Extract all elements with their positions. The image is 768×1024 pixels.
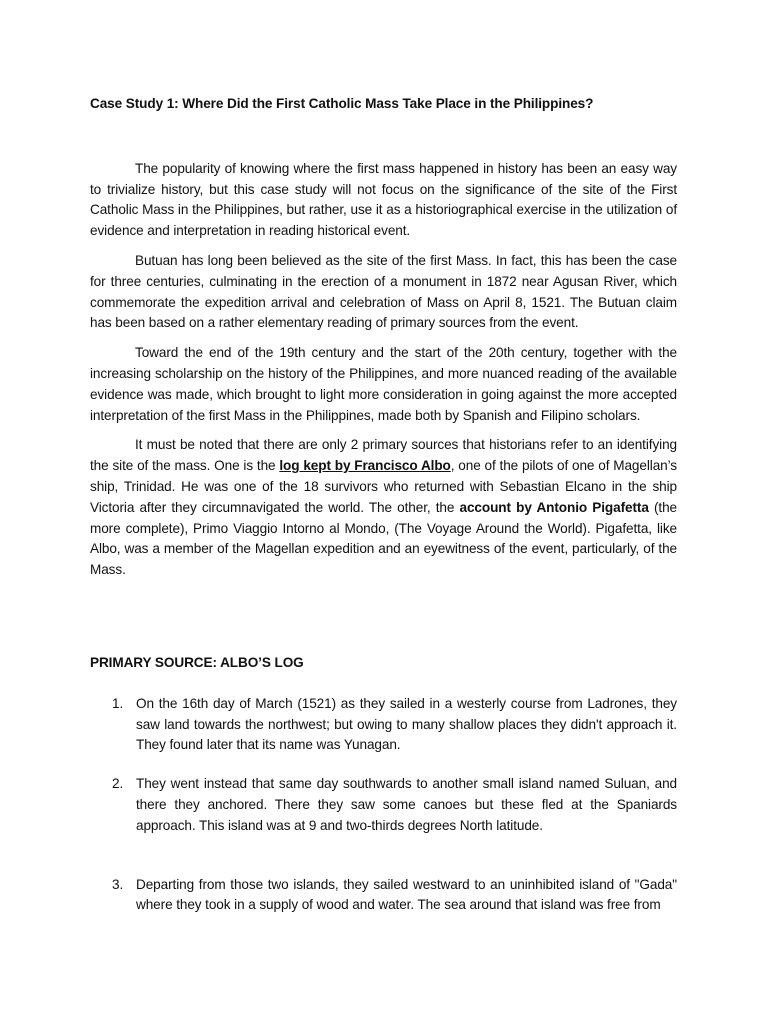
paragraph-text-part: , one of the pilots of one of Magellan’s ship, Trinidad. He was one of the 18 survivors who returned with Sebastian Elcano in the ship Victoria after they circumnavigated the world. The other, the [90,458,677,515]
list-item-text: Departing from those two islands, they sailed westward to an uninhibited island of "Gada" where they took in a supply of wood and water. The sea around that island was free from [136,876,677,913]
paragraph-primary-sources [90,435,677,581]
list-item-text: On the 16th day of March (1521) as they sailed in a westerly course from Ladrones, they saw land towards the northwest; but owing to many shallow places they didn't approach it. They found later that its name was Yunagan. [136,695,677,753]
list-item-number: 1. [112,695,124,711]
list-item [90,875,677,917]
paragraph-text-part: (the more complete), Primo Viaggio Intorno al Mondo, (The Voyage Around the World). Pigafetta, like Albo, was a member of the Magellan expedition and an eyewitness of the event, particularly, of the Mass. [90,499,677,578]
list-item-number: 2. [112,776,124,792]
list-item [90,774,677,836]
list-item-text: They went instead that same day southwards to another small island named Suluan, and there they anchored. There they saw some canoes but these fled at the Spaniards approach. This island was at 9 and two-thirds degrees North latitude. [136,776,677,833]
pigafetta-account-bold: account by Antonio Pigafetta [459,499,649,515]
page-title: Case Study 1: Where Did the First Catholic Mass Take Place in the Philippines? [90,96,594,111]
paragraph-scholarship: Toward the end of the 19th century and the start of the 20th century, together with the increasing scholarship on the history of the Philippines, and more nuanced reading of the available evidence was made, which brought to light more consideration in going against the more accepted interpretation of the first Mass in the Philippines, made both by Spanish and Filipino scholars. [90,345,677,423]
list-item [90,694,677,756]
list-item-number: 3. [112,876,124,892]
section-heading: PRIMARY SOURCE: ALBO’S LOG [90,654,304,670]
document-body [90,94,677,916]
albo-log-list [90,694,677,916]
paragraph-butuan: Butuan has long been believed as the site of the first Mass. In fact, this has been the case for three centuries, culminating in the erection of a monument in 1872 near Agusan River, which commemorate the expedition arrival and celebration of Mass on April 8, 1521. The Butuan claim has been based on a rather elementary reading of primary sources from the event. [90,252,677,331]
paragraph-text-part: It must be noted that there are only 2 primary sources that historians refer to an identifying the site of the mass. One is the [90,437,677,474]
paragraph-intro: The popularity of knowing where the first mass happened in history has been an easy way to trivialize history, but this case study will not focus on the significance of the site of the First Catholic Mass in the Philippines, but rather, use it as a historiographical exercise in the utilization of evidence and interpretation in reading historical event. [90,160,677,239]
albo-log-link[interactable]: log kept by Francisco Albo [279,458,451,474]
